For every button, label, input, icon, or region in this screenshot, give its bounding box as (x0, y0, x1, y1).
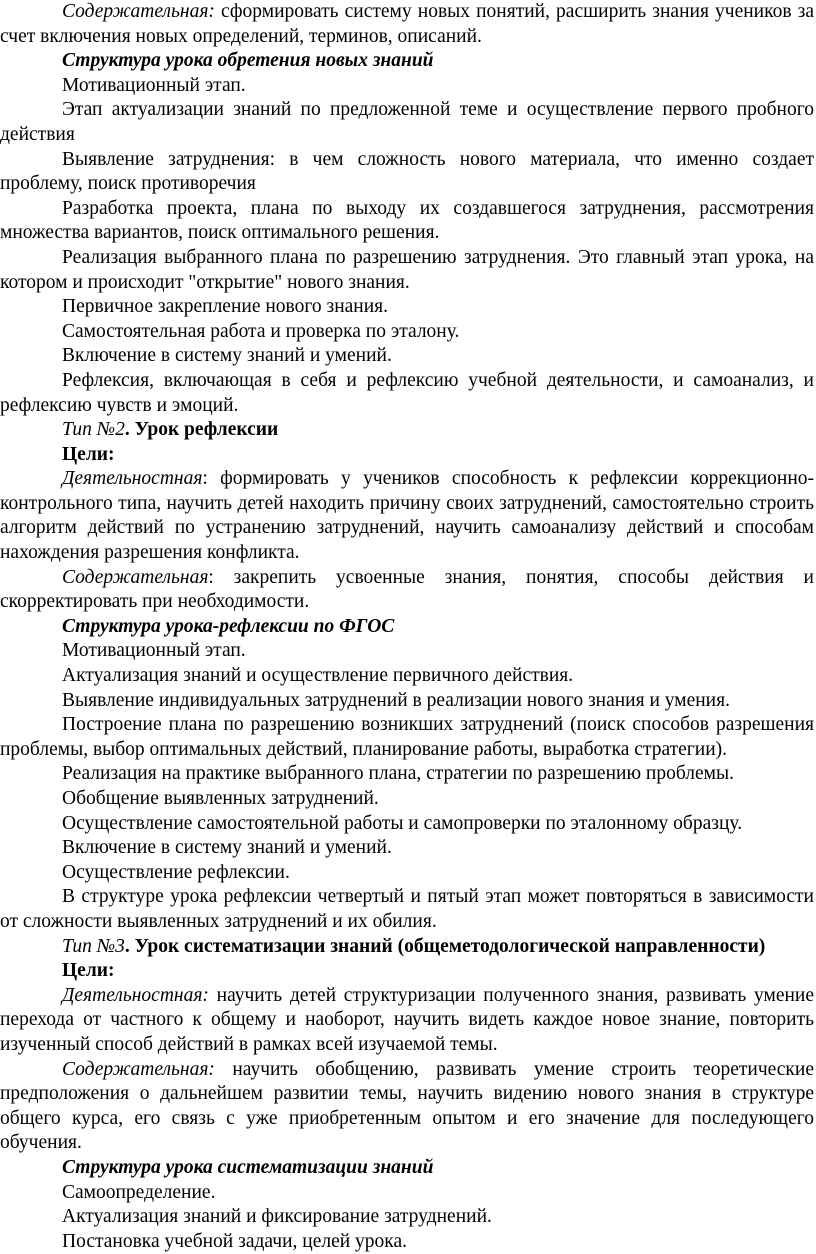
type-title: Урок систематизации знаний (общеметодологической направленности) (129, 935, 766, 957)
list-item: Включение в систему знаний и умений. (62, 345, 392, 367)
list-item: Этап актуализации знаний по предложенной теме и осуществление первого пробного действия (0, 99, 814, 145)
list-item: Самостоятельная работа и проверка по эталону. (62, 320, 460, 342)
list-item: Выявление индивидуальных затруднений в реализации нового знания и умения. (62, 689, 730, 711)
goal-label: Деятельностная: (62, 984, 209, 1006)
goal-text: : формировать у учеников способность к рефлексии коррекционно-контрольного типа, научить детей находить причину своих затруднений, самостоятельно строить алгоритм действий по устранению затруднений, научить самоанализу действий и способам нахождения разрешения конфликта. (0, 468, 814, 564)
goal-text: научить обобщению, развивать умение строить теоретические предположения о дальнейшем развитии темы, научить видению нового знания в структуре общего курса, его связь с уже приобретенным опытом и его значение для последующего обучения. (0, 1058, 814, 1154)
list-item: Первичное закрепление нового знания. (62, 296, 389, 318)
list-item: Реализация на практике выбранного плана, стратегии по разрешению проблемы. (62, 763, 734, 785)
goal-label: Деятельностная (62, 468, 203, 490)
type-dot: . (124, 419, 130, 441)
content-goal-paragraph (0, 1058, 814, 1156)
list-item: Мотивационный этап. (62, 640, 246, 662)
goals-heading: Цели: (62, 443, 115, 465)
lesson-type-heading (0, 935, 814, 960)
note-paragraph: В структуре урока рефлексии четвертый и пятый этап может повторяться в зависимости от сложности выявленных затруднений и их обилия. (0, 886, 814, 932)
goal-label: Содержательная: (62, 1058, 215, 1080)
lesson-type-heading (0, 418, 814, 443)
type-title: Урок рефлексии (129, 419, 279, 441)
list-item: Постановка учебной задачи, целей урока. (62, 1230, 408, 1252)
list-item: Рефлексия, включающая в себя и рефлексию учебной деятельности, и самоанализ, и рефлексию чувств и эмоций. (0, 369, 814, 416)
list-item: Построение плана по разрешению возникших затруднений (поиск способов разрешения проблемы, выбор оптимальных действий, планирование работы, выработка стратегии). (0, 714, 814, 760)
list-item: Осуществление рефлексии. (62, 861, 290, 883)
section-heading: Структура урока систематизации знаний (62, 1156, 434, 1178)
section-heading: Структура урока обретения новых знаний (62, 50, 434, 72)
list-item: Актуализация знаний и осуществление первичного действия. (62, 665, 574, 687)
goal-label: Содержательная: (62, 1, 215, 22)
goal-label: Содержательная (62, 566, 209, 588)
type-dot: . (124, 935, 130, 957)
list-item: Выявление затруднения: в чем сложность нового материала, что именно создает проблему, поиск противоречия (0, 148, 814, 195)
list-item: Включение в систему знаний и умений. (62, 837, 392, 859)
section-heading: Структура урока-рефлексии по ФГОС (62, 615, 395, 637)
content-goal-paragraph (0, 0, 814, 49)
list-item: Разработка проекта, плана по выходу их создавшегося затруднения, рассмотрения множества вариантов, поиск оптимального решения. (0, 197, 814, 244)
content-goal-paragraph (0, 566, 814, 615)
activity-goal-paragraph (0, 984, 814, 1058)
list-item: Реализация выбранного плана по разрешению затруднения. Это главный этап урока, на котором и происходит "открытие" нового знания. (0, 246, 814, 293)
goal-text: сформировать систему новых понятий, расширить знания учеников за счет включения новых определений, терминов, описаний. (0, 1, 814, 47)
activity-goal-paragraph (0, 467, 814, 565)
list-item: Актуализация знаний и фиксирование затруднений. (62, 1206, 492, 1228)
list-item: Мотивационный этап. (62, 74, 246, 96)
goal-text: : закрепить усвоенные знания, понятия, способы действия и скорректировать при необходимости. (0, 566, 814, 613)
goal-text: научить детей структуризации полученного знания, развивать умение перехода от частного к общему и наоборот, научить видеть каждое новое знание, повторить изученный способ действий в рамках всей изучаемой темы. (0, 984, 814, 1055)
type-label: Тип №3 (62, 935, 125, 957)
list-item: Осуществление самостоятельной работы и самопроверки по эталонному образцу. (62, 812, 743, 834)
list-item: Самоопределение. (62, 1181, 216, 1203)
goals-heading: Цели: (62, 960, 115, 982)
type-label: Тип №2 (62, 419, 125, 441)
list-item: Обобщение выявленных затруднений. (62, 788, 379, 809)
